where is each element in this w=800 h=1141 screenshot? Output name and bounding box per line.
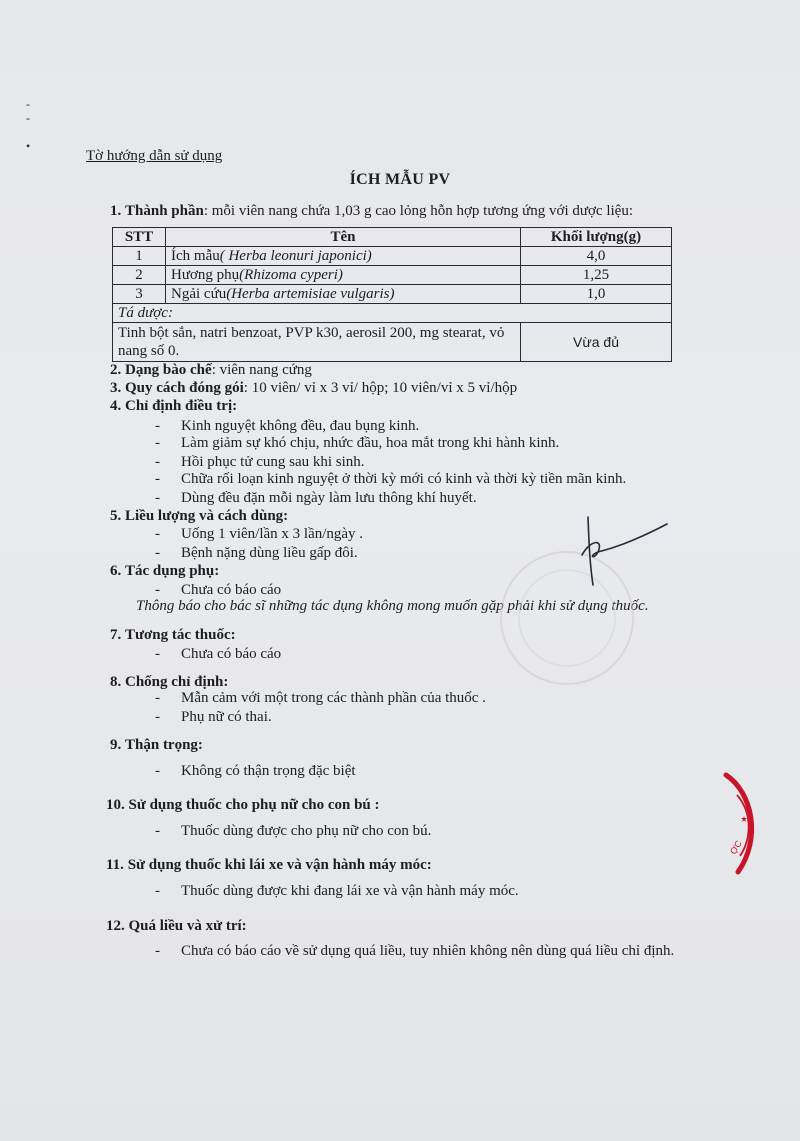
section-6-title: Tác dụng phụ:: [125, 563, 220, 579]
header-name: Tên: [166, 228, 521, 247]
header-stt: STT: [113, 228, 166, 247]
section-11-title: Sử dụng thuốc khi lái xe và vận hành máy móc:: [127, 857, 432, 873]
section-3: 3. Quy cách đóng gói: 10 viên/ vỉ x 3 vỉ/ hộp; 10 viên/vỉ x 5 vỉ/hộp: [110, 380, 518, 396]
table-row: 3 Ngải cứu(Herba artemisiae vulgaris) 1,0: [113, 285, 672, 304]
section-4: 4. Chỉ định điều trị:: [110, 398, 238, 414]
section-8: 8. Chống chỉ định:: [110, 674, 229, 690]
section-7: 7. Tương tác thuốc:: [110, 627, 236, 643]
list-item: - Bệnh nặng dùng liều gấp đôi.: [155, 545, 358, 561]
section-9: 9. Thận trọng:: [110, 737, 203, 753]
list-item: - Chưa có báo cáo về sử dụng quá liều, tuy nhiên không nên dùng quá liều chỉ định.: [155, 943, 675, 959]
excipient-label: Tá dược: [118, 304, 168, 321]
list-item: - Phụ nữ có thai.: [155, 709, 272, 725]
margin-marks: - - •: [26, 97, 31, 153]
section-2: 2. Dạng bào chế: viên nang cứng: [110, 362, 312, 378]
section-11: 11. Sử dụng thuốc khi lái xe và vận hành máy móc:: [106, 857, 432, 873]
section-7-title: Tương tác thuốc:: [125, 627, 236, 643]
section-5-title: Liều lượng và cách dùng:: [125, 508, 289, 524]
document-type-label: Tờ hướng dẫn sử dụng: [86, 148, 223, 164]
list-item: - Mẫn cảm với một trong các thành phần của thuốc .: [155, 690, 486, 706]
section-8-title: Chống chỉ định:: [125, 674, 229, 690]
list-item: - Kinh nguyệt không đều, đau bụng kinh.: [155, 418, 420, 434]
list-item: - Thuốc dùng được cho phụ nữ cho con bú.: [155, 823, 432, 839]
faint-stamp-icon: [501, 552, 633, 684]
list-item: - Chữa rối loạn kinh nguyệt ở thời kỳ mới có kinh và thời kỳ tiền mãn kinh.: [155, 471, 627, 487]
section-1-title: Thành phần: [125, 203, 204, 219]
section-5: 5. Liều lượng và cách dùng:: [110, 508, 289, 524]
list-item: - Thuốc dùng được khi đang lái xe và vận hành máy móc.: [155, 883, 519, 899]
table-row: 2 Hương phụ(Rhizoma cyperi) 1,25: [113, 266, 672, 285]
header-mass: Khối lượng(g): [521, 228, 672, 247]
seal-text: ỢC: [728, 838, 744, 856]
signature-icon: [582, 517, 667, 585]
excipient-amount: Vừa đủ: [521, 323, 672, 362]
section-10-title: Sử dụng thuốc cho phụ nữ cho con bú :: [128, 797, 380, 813]
list-item: - Chưa có báo cáo: [155, 582, 282, 598]
section-12: 12. Quá liều và xử trí:: [106, 918, 247, 934]
excipient-text: Tinh bột sắn, natri benzoat, PVP k30, aerosil 200, mg stearat, vỏ nang số 0.: [113, 323, 521, 362]
section-10: 10. Sử dụng thuốc cho phụ nữ cho con bú :: [106, 797, 380, 813]
section-1-text: : mỗi viên nang chứa 1,03 g cao lỏng hỗn hợp tương ứng với dược liệu:: [203, 203, 633, 219]
side-effect-note: Thông báo cho bác sĩ những tác dụng không mong muốn gặp phải khi sử dụng thuốc.: [136, 598, 649, 614]
section-6: 6. Tác dụng phụ:: [110, 563, 220, 579]
section-9-title: Thận trọng:: [125, 737, 203, 753]
product-title: ÍCH MẪU PV: [349, 171, 451, 188]
excipient-label-row: Tá dược:: [113, 304, 672, 323]
list-item: - Hồi phục tử cung sau khi sinh.: [155, 454, 365, 470]
list-item: - Uống 1 viên/lần x 3 lần/ngày .: [155, 526, 364, 542]
section-3-title: Quy cách đóng gói: [125, 380, 244, 396]
list-item: - Dùng đều đặn mỗi ngày làm lưu thông khí huyết.: [155, 490, 477, 506]
list-item: - Chưa có báo cáo: [155, 646, 282, 662]
list-item: - Không có thận trọng đặc biệt: [155, 763, 356, 779]
section-2-title: Dạng bào chế: [125, 362, 212, 378]
red-seal-icon: [726, 775, 752, 872]
list-item: - Làm giảm sự khó chịu, nhức đầu, hoa mắt trong khi hành kinh.: [155, 435, 560, 451]
section-1: 1. Thành phần: mỗi viên nang chứa 1,03 g cao lỏng hỗn hợp tương ứng với dược liệu:: [110, 203, 633, 219]
table-row: 1 Ích mẫu( Herba leonuri japonici) 4,0: [113, 247, 672, 266]
section-4-title: Chỉ định điều trị:: [125, 398, 238, 414]
section-12-title: Quá liều và xử trí:: [128, 918, 247, 934]
